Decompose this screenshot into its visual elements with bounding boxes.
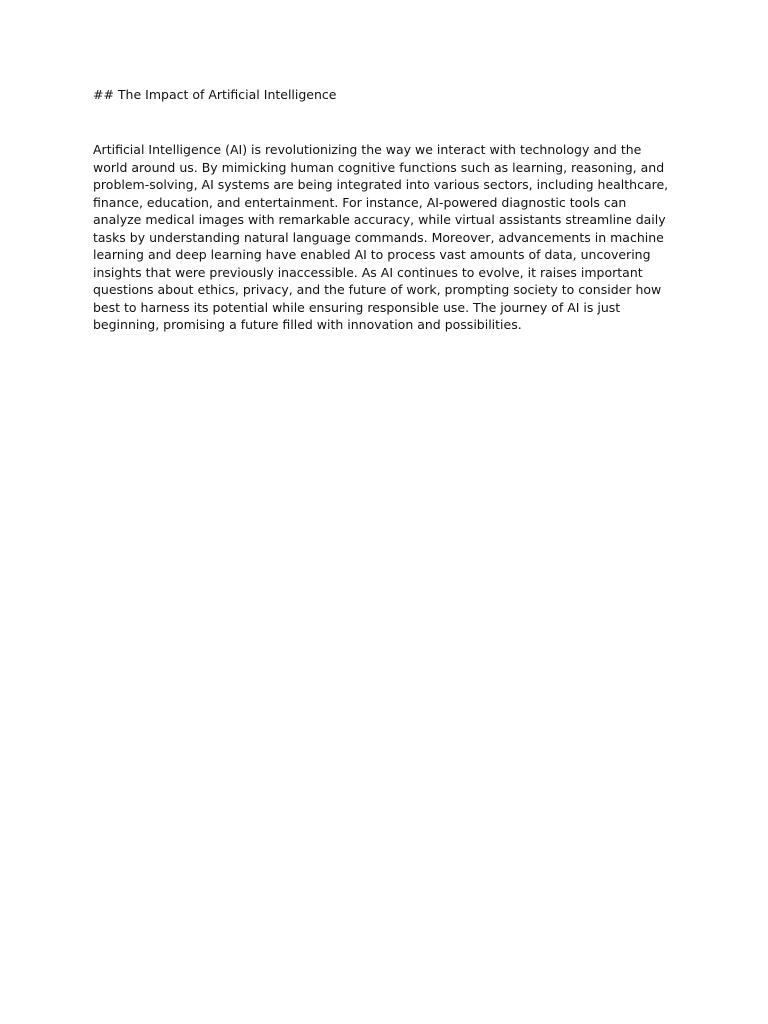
document-paragraph: Artificial Intelligence (AI) is revolutionizing the way we interact with technology and the world around us. By mimicking human cognitive functions such as learning, reasoning, and problem-solving, AI systems are being integrated into various sectors, including healthcare, finance, education, and entertainment. For instance, AI-powered diagnostic tools can analyze medical images with remarkable accuracy, while virtual assistants streamline daily tasks by understanding natural language commands. Moreover, advancements in machine learning and deep learning have enabled AI to process vast amounts of data, uncovering insights that were previously inaccessible. As AI continues to evolve, it raises important questions about ethics, privacy, and the future of work, prompting society to consider how best to harness its potential while ensuring responsible use. The journey of AI is just beginning, promising a future filled with innovation and possibilities.	[93, 142, 669, 332]
document-body	[93, 86, 678, 334]
document-heading: ## The Impact of Artificial Intelligence	[93, 87, 337, 102]
